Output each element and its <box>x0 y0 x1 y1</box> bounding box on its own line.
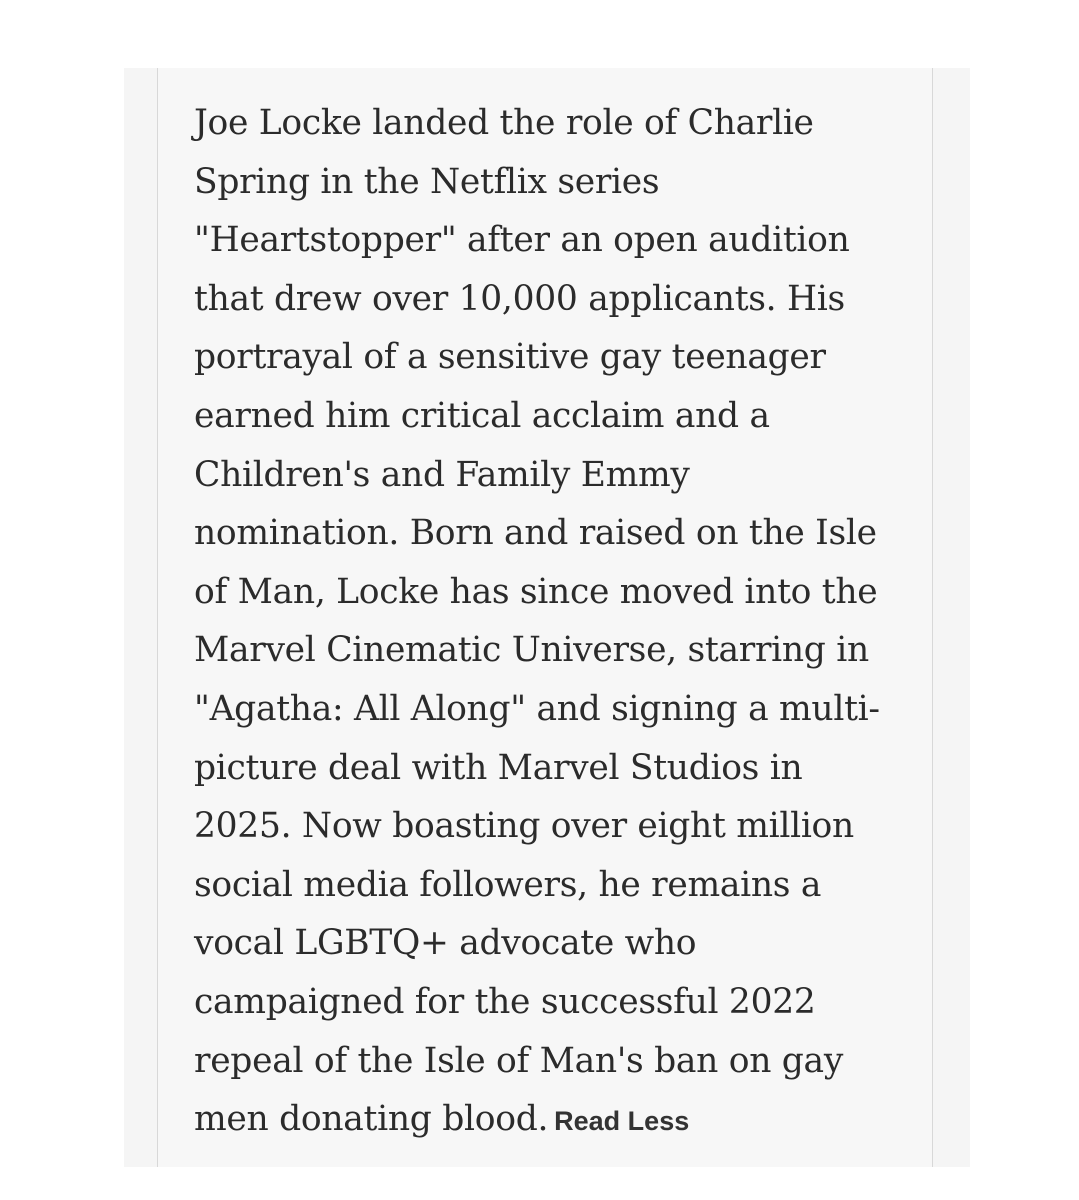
bio-text <box>194 94 902 1151</box>
bio-line: nomination. Born and raised on the Isle <box>194 513 877 554</box>
bio-line: Marvel Cinematic Universe, starring in <box>194 630 869 671</box>
bio-line: vocal LGBTQ+ advocate who <box>194 923 697 964</box>
bio-line: earned him critical acclaim and a <box>194 395 770 436</box>
bio-line: campaigned for the successful 2022 <box>194 981 816 1022</box>
bio-line: social media followers, he remains a <box>194 864 822 905</box>
bio-line: Children's and Family Emmy <box>194 454 690 495</box>
bio-line: "Agatha: All Along" and signing a multi- <box>194 688 880 729</box>
bio-line: 2025. Now boasting over eight million <box>194 806 854 847</box>
bio-line: "Heartstopper" after an open audition <box>194 220 850 261</box>
bio-card <box>157 68 933 1167</box>
bio-line: that drew over 10,000 applicants. His <box>194 278 845 319</box>
bio-line: repeal of the Isle of Man's ban on gay <box>194 1040 844 1081</box>
bio-line: Spring in the Netflix series <box>194 161 660 202</box>
bio-line-text: men donating blood. <box>194 1099 549 1140</box>
bio-line: picture deal with Marvel Studios in <box>194 747 803 788</box>
bio-line: Joe Locke landed the role of Charlie <box>194 103 814 143</box>
bio-line: of Man, Locke has since moved into the <box>194 571 878 612</box>
bio-line-last <box>194 1090 902 1151</box>
read-less-link[interactable]: Read Less <box>554 1106 690 1137</box>
bio-line: portrayal of a sensitive gay teenager <box>194 337 826 378</box>
